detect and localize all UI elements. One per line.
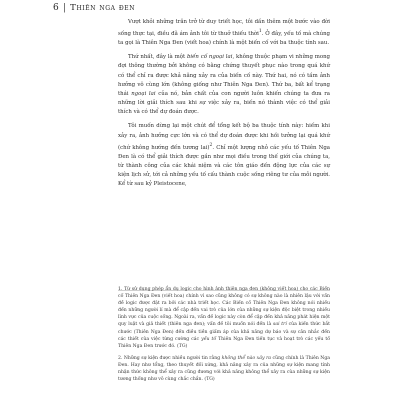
running-header	[53, 3, 135, 13]
footnote-text: Từ sử dụng phép ẩn dụ logic cho hình ảnh thiên nga đen (không viết hoa) cho các Biến cố Thiên Nga Đen (viết hoa) chính vì sao cũng không có sự không nào là nhiên lậu với vấn đề logic được đặt ra bởi các nhà triết học. Các Biến cố Thiên Nga Đen không nói nhiều đến những người lí mà để cập đến vai trò của lớn của những sự kiện độc biệt trong nhiều lĩnh vực của cuộc sống. Ngoài ra, vấn đề logic này còn để cập đến khả năng phát hiện một quy luật và giả thiết (thiên nga đen); vấn đề tôi muốn nói đến là	[118, 287, 330, 328]
footnote-text: Những sự kiện được nhiều người tin rằng	[123, 355, 222, 361]
paragraph-text: của nó, bản chất của con người luôn khiến chúng ta đưa ra những lời giải thích sau khi	[118, 90, 331, 107]
paragraph-text: . Ở đây, yếu tố mà chúng ta gọi là Thiên Nga Đen (viết hoa) chính là một biến cố với ba thuộc tính sau.	[118, 30, 330, 47]
page-number: 6	[53, 3, 59, 13]
paragraph-text: Tôi muốn dừng lại một chút để tổng kết bộ ba thuộc tính này: hiếm khi xảy ra, ảnh hưởng cực lớn và có thể dự đoán được khi hồi tưởng lại quá khứ (chứ không hướng đến tương lai)	[118, 123, 330, 151]
body-text	[118, 18, 330, 189]
footnote-text: của kiến thức bắt chước (Thiên Nga Đen) đến điều tiền giấm áp của khả năng dự báo và sự cân nhắc đến các thiết của việc từng cường các	[118, 322, 331, 342]
footnote-1	[118, 286, 330, 350]
paragraph-text: , không thuộc phạm vi những mong đợi thông thường bởi không có bằng chứng thuyết phục nào trong quá khứ có thể chỉ ra được khả năng xảy ra của biến cố này. Thứ hai, nó có tầm ảnh hưởng vô cùng lớn (không giống như Thiên Nga Đen). Thứ ba, bất kể trạng thái	[118, 54, 330, 97]
footnote-ref-1[interactable]: 1	[258, 29, 262, 35]
paragraph-text: . Chỉ một lượng nhỏ các yếu tố Thiên Nga Đen là có thể giải thích được gần như mọi điều trong thế giới của chúng ta, từ thành công của các khái niệm và các tôn giáo đến động lực của các sự kiện lịch sử, tới cả những yếu tố cấu thành cuộc sống riêng tư của mỗi người. Kể từ sau kỷ Pleistocene,	[118, 144, 330, 188]
emphasis-text: biến cố ngoại lai	[186, 54, 233, 61]
footnotes	[118, 286, 330, 388]
paragraph-3	[118, 122, 330, 189]
emphasis-text: sai trí	[272, 322, 287, 328]
footnote-2	[118, 355, 330, 383]
emphasis-text: không thể nào xảy ra	[221, 355, 272, 361]
footnote-ref-2[interactable]: 2	[209, 142, 213, 148]
paragraph-text: Vượt khỏi những trăn trở từ duy triết học, tôi dần thêm một bước vào đời sống thực tại, điều đã ám ảnh tôi từ thuở thiếu thời	[118, 19, 330, 37]
emphasis-text: yếu tố	[201, 336, 217, 342]
emphasis-text: sự	[199, 100, 206, 107]
footnote-number: 2.	[118, 355, 123, 361]
book-title: Thiên nga đen	[70, 3, 136, 13]
footnote-number: 1.	[118, 287, 123, 292]
paragraph-1	[118, 18, 330, 48]
footnote-text: cũng chính là Thiên Nga Đen. Hay như tổng, theo thuyết đối xứng, khả năng xảy ra của những sự kiện mang tính nhận thức không thể xảy ra cũng đương với khả năng không thể xảy ra của những sự kiện tương thống như vô cùng chắc chắn. (TG)	[118, 355, 331, 383]
paragraph-text: việc xảy ra, biến nó thành việc có thể giải thích và có thể dự đoán được.	[118, 100, 330, 116]
footnote-text: Thiên Nga Đen tiến tục và hoạt trò các yếu tố Thiên Nga Đen trước đó. (TG)	[118, 336, 331, 349]
paragraph-2	[118, 53, 330, 117]
header-separator: |	[62, 3, 67, 13]
emphasis-text: ngoại lai	[131, 90, 156, 97]
paragraph-text: Thứ nhất, đây là một	[128, 54, 187, 61]
